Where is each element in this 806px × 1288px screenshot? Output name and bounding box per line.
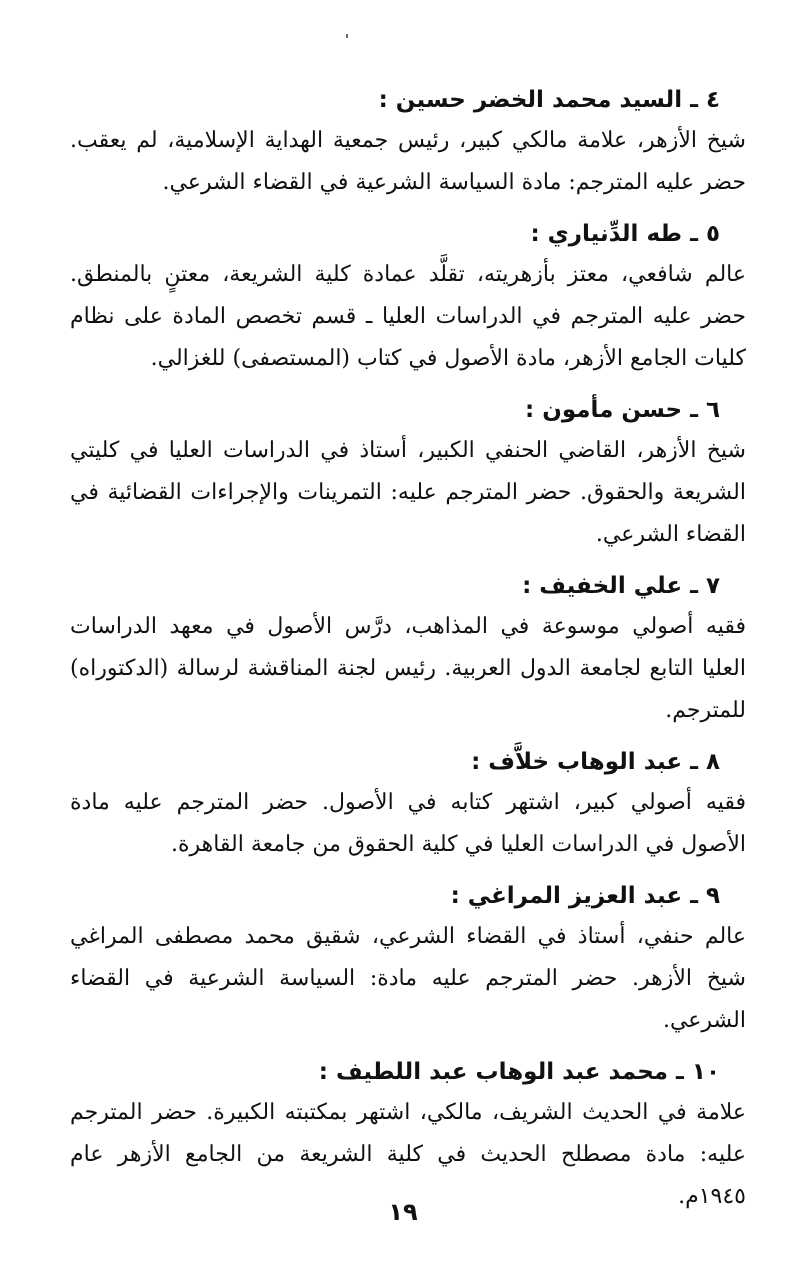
page-content — [70, 80, 746, 1228]
entry-text: علامة في الحديث الشريف، مالكي، اشتهر بمكتبته الكبيرة. حضر المترجم عليه: مادة مصطلح الحديث في كلية الشريعة من الجامع الأزهر عام ١٩٤٥م. — [70, 1100, 746, 1209]
entry-9 — [70, 876, 746, 1042]
entry-text: فقيه أصولي موسوعة في المذاهب، درَّس الأصول في معهد الدراسات العليا التابع لجامعة الدول العربية. رئيس لجنة المناقشة لرسالة (الدكتوراه) للمترجم. — [70, 614, 746, 723]
entry-heading: ٦ ـ حسن مأمون : — [525, 397, 720, 423]
entry-heading: ٧ ـ علي الخفيف : — [522, 573, 720, 599]
entry-7 — [70, 566, 746, 732]
entry-text: شيخ الأزهر، القاضي الحنفي الكبير، أستاذ في الدراسات العليا في كليتي الشريعة والحقوق. حضر المترجم عليه: التمرينات والإجراءات القضائية في القضاء الشرعي. — [70, 438, 746, 547]
entry-heading: ٥ ـ طه الدِّنياري : — [530, 221, 720, 247]
scan-mark — [346, 34, 348, 38]
entry-text: عالم حنفي، أستاذ في القضاء الشرعي، شقيق محمد مصطفى المراغي شيخ الأزهر. حضر المترجم عليه مادة: السياسة الشرعية في القضاء الشرعي. — [70, 924, 746, 1033]
entry-text: عالم شافعي، معتز بأزهريته، تقلَّد عمادة كلية الشريعة، معتنٍ بالمنطق. حضر عليه المترجم في الدراسات العليا ـ قسم تخصص المادة على نظام كليات الجامع الأزهر، مادة الأصول في كتاب (المستصفى) للغزالي. — [70, 262, 746, 371]
entry-heading: ١٠ ـ محمد عبد الوهاب عبد اللطيف : — [318, 1059, 720, 1085]
entry-6 — [70, 390, 746, 556]
entry-8 — [70, 742, 746, 866]
entry-heading: ٩ ـ عبد العزيز المراغي : — [450, 883, 720, 909]
page-number: ١٩ — [388, 1198, 418, 1226]
entry-heading: ٨ ـ عبد الوهاب خلاَّف : — [471, 749, 720, 775]
entry-heading: ٤ ـ السيد محمد الخضر حسين : — [378, 87, 720, 113]
entry-4 — [70, 80, 746, 204]
entry-5 — [70, 214, 746, 380]
entry-10 — [70, 1052, 746, 1218]
entry-text: شيخ الأزهر، علامة مالكي كبير، رئيس جمعية الهداية الإسلامية، لم يعقب. حضر عليه المترجم: مادة السياسة الشرعية في القضاء الشرعي. — [70, 128, 746, 195]
entry-text: فقيه أصولي كبير، اشتهر كتابه في الأصول. حضر المترجم عليه مادة الأصول في الدراسات العليا في كلية الحقوق من جامعة القاهرة. — [70, 790, 746, 857]
